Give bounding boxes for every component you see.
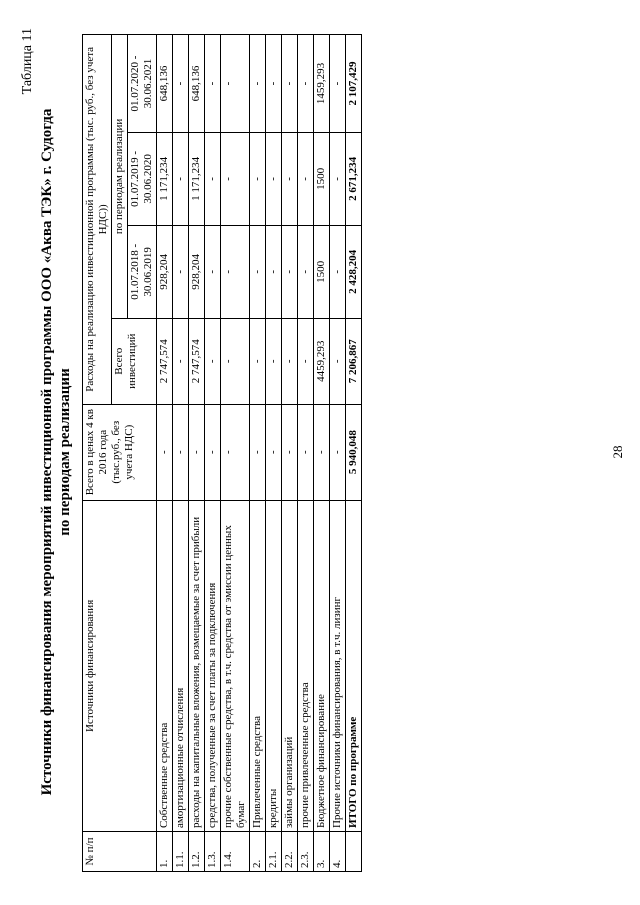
row-name: средства, полученные за счет платы за подключения	[205, 500, 221, 831]
row-period-3: 648,136	[189, 35, 205, 133]
row-investments: -	[298, 318, 314, 404]
table-row	[266, 35, 282, 872]
row-period-3: 648,136	[157, 35, 173, 133]
row-period-3: -	[298, 35, 314, 133]
row-name: кредиты	[266, 500, 282, 831]
row-name: расходы на капитальные вложения, возмещаемые за счет прибыли	[189, 500, 205, 831]
row-period-1: -	[205, 225, 221, 318]
table-label: Таблица 11	[20, 28, 35, 95]
row-investments: -	[205, 318, 221, 404]
table-row	[298, 35, 314, 872]
table-row	[189, 35, 205, 872]
table-row	[205, 35, 221, 872]
row-period-1: -	[298, 225, 314, 318]
row-period-3: 1459,293	[314, 35, 330, 133]
header-period-3: 01.07.2020 - 30.06.2021	[128, 35, 157, 133]
header-period-2: 01.07.2019 - 30.06.2020	[128, 132, 157, 225]
row-period-2: -	[266, 132, 282, 225]
row-num: 3.	[314, 832, 330, 872]
row-period-2: -	[173, 132, 189, 225]
row-name: Привлеченные средства	[250, 500, 266, 831]
row-period-3: -	[205, 35, 221, 133]
row-period-3: -	[173, 35, 189, 133]
row-num: 1.2.	[189, 832, 205, 872]
row-num: 1.1.	[173, 832, 189, 872]
row-name: Бюджетное финансирование	[314, 500, 330, 831]
row-period-1: -	[266, 225, 282, 318]
header-row-1	[83, 35, 112, 872]
total-investments: 7 206,867	[346, 318, 362, 404]
row-investments: -	[330, 318, 346, 404]
row-period-2: -	[298, 132, 314, 225]
total-period-3: 2 107,429	[346, 35, 362, 133]
financing-table	[82, 34, 362, 872]
row-name: займы организаций	[282, 500, 298, 831]
row-name: амортизационные отчисления	[173, 500, 189, 831]
row-total: -	[157, 404, 173, 500]
total-period-2: 2 671,234	[346, 132, 362, 225]
row-period-2: 1 171,234	[157, 132, 173, 225]
total-label: ИТОГО по программе	[346, 500, 362, 831]
header-total-investments: Всего инвестиций	[112, 318, 157, 404]
row-period-1: -	[330, 225, 346, 318]
row-total: -	[330, 404, 346, 500]
header-expenses: Расходы на реализацию инвестиционной программы (тыс. руб., без учета НДС))	[83, 35, 112, 405]
row-name: прочие собственные средства, в т.ч. средства от эмиссии ценных бумаг	[221, 500, 250, 831]
row-total: -	[250, 404, 266, 500]
page-number: 28	[610, 445, 625, 459]
row-period-2: -	[221, 132, 250, 225]
row-period-3: -	[330, 35, 346, 133]
total-num	[346, 832, 362, 872]
row-name: Прочие источники финансирования, в т.ч. лизинг	[330, 500, 346, 831]
row-num: 2.1.	[266, 832, 282, 872]
row-period-1: 1500	[314, 225, 330, 318]
header-by-period: по периодам реализации	[112, 35, 128, 319]
table-row	[173, 35, 189, 872]
row-period-2: -	[282, 132, 298, 225]
row-investments: -	[266, 318, 282, 404]
row-name: Собственные средства	[157, 500, 173, 831]
row-investments: -	[282, 318, 298, 404]
row-period-2: -	[205, 132, 221, 225]
row-total: -	[314, 404, 330, 500]
row-num: 2.2.	[282, 832, 298, 872]
header-num: № п/п	[83, 832, 157, 872]
row-total: -	[266, 404, 282, 500]
row-period-2: 1500	[314, 132, 330, 225]
table-row	[330, 35, 346, 872]
row-investments: 2 747,574	[157, 318, 173, 404]
row-total: -	[282, 404, 298, 500]
row-num: 2.3.	[298, 832, 314, 872]
table-row	[221, 35, 250, 872]
row-num: 2.	[250, 832, 266, 872]
row-investments: 2 747,574	[189, 318, 205, 404]
row-period-2: 1 171,234	[189, 132, 205, 225]
row-period-1: -	[282, 225, 298, 318]
header-source: Источники финансирования	[83, 500, 157, 831]
row-period-1: -	[221, 225, 250, 318]
total-row	[346, 35, 362, 872]
total-total: 5 940,048	[346, 404, 362, 500]
row-period-1: 928,204	[189, 225, 205, 318]
row-num: 4.	[330, 832, 346, 872]
row-period-3: -	[221, 35, 250, 133]
row-period-2: -	[330, 132, 346, 225]
header-total-price: Всего в ценах 4 кв 2016 года (тыс.руб., без учета НДС)	[83, 404, 157, 500]
table-row	[157, 35, 173, 872]
row-total: -	[189, 404, 205, 500]
row-period-3: -	[266, 35, 282, 133]
row-total: -	[298, 404, 314, 500]
row-investments: 4459,293	[314, 318, 330, 404]
row-period-3: -	[250, 35, 266, 133]
row-total: -	[173, 404, 189, 500]
row-total: -	[221, 404, 250, 500]
row-num: 1.	[157, 832, 173, 872]
row-name: прочие привлеченные средства	[298, 500, 314, 831]
title-line-1: Источники финансирования мероприятий инвестиционной программы ООО «Аква ТЭК» г. Судогда	[39, 108, 55, 796]
row-period-2: -	[250, 132, 266, 225]
table-row	[282, 35, 298, 872]
title-line-2: по периодам реализации	[57, 368, 73, 536]
row-investments: -	[250, 318, 266, 404]
row-period-1: -	[173, 225, 189, 318]
row-period-3: -	[282, 35, 298, 133]
row-total: -	[205, 404, 221, 500]
row-num: 1.4.	[221, 832, 250, 872]
table-row	[314, 35, 330, 872]
header-period-1: 01.07.2018 - 30.06.2019	[128, 225, 157, 318]
total-period-1: 2 428,204	[346, 225, 362, 318]
table-row	[250, 35, 266, 872]
row-investments: -	[173, 318, 189, 404]
document-title	[38, 52, 74, 852]
row-period-1: 928,204	[157, 225, 173, 318]
row-period-1: -	[250, 225, 266, 318]
row-investments: -	[221, 318, 250, 404]
rotated-content	[20, 22, 625, 882]
row-num: 1.3.	[205, 832, 221, 872]
